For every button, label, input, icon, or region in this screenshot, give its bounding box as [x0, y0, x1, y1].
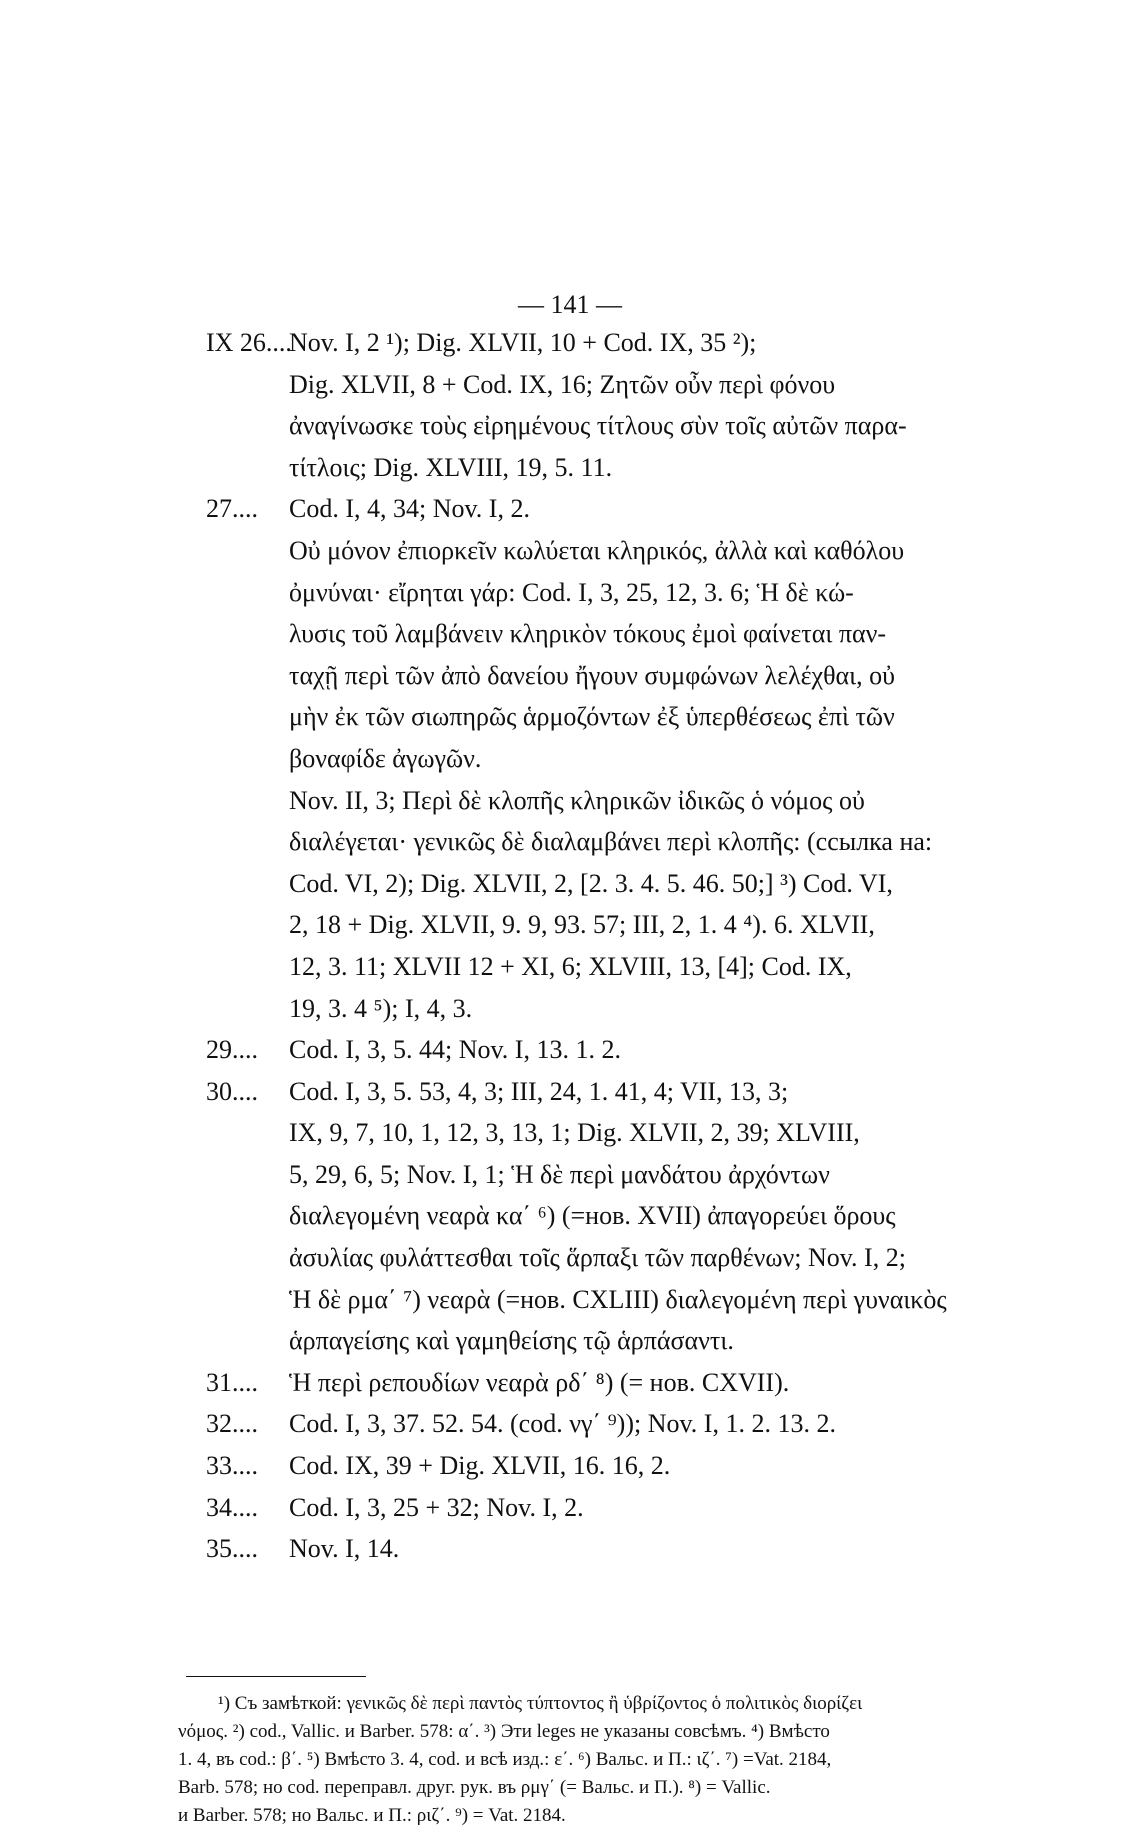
entry-line: λυσις τοῦ λαμβάνειν κληρικὸν τόκους ἐμοὶ φαίνεται παν-	[289, 619, 887, 649]
entry-line: 19, 3. 4 ⁵); I, 4, 3.	[289, 993, 473, 1023]
footnote-line: Barb. 578; но cod. переправл. друг. рук. въ ρμγ΄ (= Вальс. и П.). ⁸) = Vallic.	[178, 1777, 771, 1798]
footnote-line: ¹) Съ замѣткой: γενικῶς δὲ περὶ παντὸς τύπτοντος ἢ ὑβρίζοντος ὁ πολιτικὸς διορίζει	[218, 1693, 863, 1714]
entry-number: 29....	[206, 1035, 258, 1065]
entry-number: 31....	[206, 1367, 258, 1397]
entry-line: Ἡ δὲ ρμα΄ ⁷) νεαρὰ (=нов. CXLIII) διαλεγομένη περὶ γυναικὸς	[289, 1284, 947, 1314]
entry-line: βοναφίδε ἀγωγῶν.	[289, 743, 482, 773]
entry-line: Cod. VI, 2); Dig. XLVII, 2, [2. 3. 4. 5. 46. 50;] ³) Cod. VI,	[289, 868, 893, 898]
entry-line: ἁρπαγείσης καὶ γαμηθείσης τῷ ἁρπάσαντι.	[289, 1326, 734, 1356]
entry-line: ἀσυλίας φυλάττεσθαι τοῖς ἅρπαξι τῶν παρθένων; Nov. I, 2;	[289, 1243, 906, 1273]
entry-34	[0, 1487, 1140, 1529]
entry-line: τίτλοις; Dig. XLVIII, 19, 5. 11.	[289, 452, 613, 482]
entry-line: Nov. I, 14.	[289, 1534, 400, 1564]
entry-29	[0, 1029, 1140, 1071]
entry-line: διαλέγεται· γενικῶς δὲ διαλαμβάνει περὶ κλοπῆς: (ссылка на:	[289, 827, 933, 857]
entry-line: Cod. I, 3, 5. 44; Nov. I, 13. 1. 2.	[289, 1035, 621, 1065]
entry-line: διαλεγομένη νεαρὰ κα΄ ⁶) (=нов. XVII) ἀπαγορεύει ὅρους	[289, 1201, 896, 1231]
entry-27	[0, 488, 1140, 1029]
entry-31	[0, 1362, 1140, 1404]
entry-32	[0, 1403, 1140, 1445]
entry-line: ἀναγίνωσκε τοὺς εἰρημένους τίτλους σὺν τοῖς αὐτῶν παρα-	[289, 411, 907, 441]
entry-33	[0, 1445, 1140, 1487]
entry-line: 12, 3. 11; XLVII 12 + XI, 6; XLVIII, 13, [4]; Cod. IX,	[289, 951, 852, 981]
entry-number: 30....	[206, 1076, 258, 1106]
footnotes-block	[0, 1690, 1140, 1830]
entry-number: 33....	[206, 1451, 258, 1481]
entries-block	[0, 322, 1140, 1570]
page-number: — 141 —	[518, 290, 622, 319]
entry-line: Nov. I, 2 ¹); Dig. XLVII, 10 + Cod. IX, 35 ²);	[289, 328, 757, 357]
entry-number: 35....	[206, 1534, 258, 1564]
footnote-divider	[186, 1676, 366, 1677]
entry-30	[0, 1071, 1140, 1362]
entry-line: Ἡ περὶ ρεπουδίων νεαρὰ ρδ΄ ⁸) (= нов. CXVII).	[289, 1367, 790, 1397]
entry-number: 32....	[206, 1409, 258, 1439]
entry-number: IX 26....	[206, 328, 292, 357]
footnote-line: и Barber. 578; но Вальс. и П.: ριζ΄. ⁹) = Vat. 2184.	[178, 1805, 566, 1826]
entry-line: Dig. XLVII, 8 + Cod. IX, 16; Ζητῶν οὖν περὶ φόνου	[289, 369, 836, 399]
entry-line: 5, 29, 6, 5; Nov. I, 1; Ἡ δὲ περὶ μανδάτου ἀρχόντων	[289, 1159, 830, 1189]
entry-line: 2, 18 + Dig. XLVII, 9. 9, 93. 57; III, 2, 1. 4 ⁴). 6. XLVII,	[289, 910, 875, 940]
entry-26	[0, 322, 1140, 488]
entry-line: Cod. IX, 39 + Dig. XLVII, 16. 16, 2.	[289, 1451, 671, 1481]
entry-line: ὀμνύναι· εἴρηται γάρ: Cod. I, 3, 25, 12, 3. 6; Ἡ δὲ κώ-	[289, 577, 854, 607]
entry-line: Οὐ μόνον ἐπιορκεῖν κωλύεται κληρικός, ἀλλὰ καὶ καθόλου	[289, 535, 905, 565]
entry-line: ταχῇ περὶ τῶν ἀπὸ δανείου ἤγουν συμφώνων λελέχθαι, οὐ	[289, 660, 896, 690]
entry-line: IX, 9, 7, 10, 1, 12, 3, 13, 1; Dig. XLVII, 2, 39; XLVIII,	[289, 1118, 860, 1148]
entry-line: Cod. I, 3, 5. 53, 4, 3; III, 24, 1. 41, 4; VII, 13, 3;	[289, 1076, 789, 1106]
entry-line: Nov. II, 3; Περὶ δὲ κλοπῆς κληρικῶν ἰδικῶς ὁ νόμος οὐ	[289, 785, 865, 815]
entry-line: Cod. I, 4, 34; Nov. I, 2.	[289, 494, 530, 524]
entry-number: 27....	[206, 494, 258, 524]
entry-35	[0, 1528, 1140, 1570]
entry-line: Cod. I, 3, 25 + 32; Nov. I, 2.	[289, 1492, 584, 1522]
entry-number: 34....	[206, 1492, 258, 1522]
footnote-line: 1. 4, въ cod.: β΄. ⁵) Вмѣсто 3. 4, cod. и всѣ изд.: ε΄. ⁶) Вальс. и П.: ιζ΄. ⁷) =Vat. 2184,	[178, 1749, 832, 1770]
entry-line: Cod. I, 3, 37. 52. 54. (cod. νγ΄ ⁹)); Nov. I, 1. 2. 13. 2.	[289, 1409, 836, 1439]
entry-line: μὴν ἐκ τῶν σιωπηρῶς ἁρμοζόντων ἐξ ὑπερθέσεως ἐπὶ τῶν	[289, 702, 895, 732]
footnote-line: νόμος. ²) cod., Vallic. и Barber. 578: α΄. ³) Эти leges не указаны совсѣмъ. ⁴) Вмѣсто	[178, 1721, 830, 1742]
